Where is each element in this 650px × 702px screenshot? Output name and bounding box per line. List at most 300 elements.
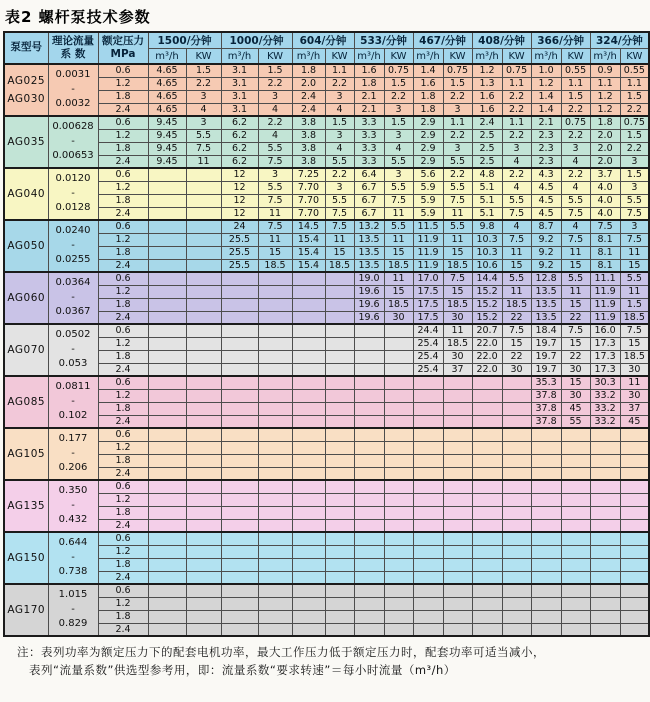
flow-value-cell: 17.3 [590,350,620,363]
flow-value-cell [354,415,384,428]
flow-value-cell [292,493,325,506]
flow-value-cell [221,597,258,610]
power-value-cell [384,415,413,428]
flow-value-cell: 0.9 [590,64,620,77]
flow-value-cell [148,532,186,545]
flow-value-cell [292,480,325,493]
flow-value-cell [148,168,186,181]
flow-value-cell [292,467,325,480]
pressure-cell: 2.4 [98,415,148,428]
power-value-cell [186,181,221,194]
power-value-cell: 2.2 [443,168,472,181]
pressure-cell: 0.6 [98,272,148,285]
power-value-cell: 5.5 [443,220,472,233]
flow-value-cell [148,402,186,415]
power-value-cell: 2.2 [325,77,354,90]
flow-value-cell [590,506,620,519]
flow-value-cell [531,584,561,597]
power-value-cell: 0.75 [384,64,413,77]
power-value-cell: 30 [502,363,531,376]
flow-value-cell [221,558,258,571]
power-value-cell: 3 [258,168,292,181]
unit-flow-header: m³/h [531,49,561,65]
flow-value-cell [413,597,443,610]
power-value-cell: 7.5 [620,233,649,246]
flow-value-cell [148,597,186,610]
table-row [4,545,649,558]
power-value-cell: 2.2 [258,77,292,90]
pressure-cell: 2.4 [98,623,148,636]
pressure-cell: 2.4 [98,311,148,324]
power-value-cell: 7.5 [258,220,292,233]
flow-value-cell [148,376,186,389]
power-value-cell: 11 [620,246,649,259]
power-value-cell [620,428,649,441]
power-value-cell [443,545,472,558]
flow-value-cell: 1.6 [413,77,443,90]
flow-value-cell [354,532,384,545]
footnote-line-1: 注：表列功率为额定压力下的配套电机功率，最大工作压力低于额定压力时，配套功率可适当减小， [17,645,545,659]
power-value-cell: 11 [325,233,354,246]
power-value-cell [502,480,531,493]
power-value-cell: 37 [443,363,472,376]
unit-power-header: KW [443,49,472,65]
flow-value-cell: 5.9 [413,181,443,194]
flow-value-cell [148,181,186,194]
flow-value-cell [354,350,384,363]
power-value-cell: 22 [561,350,590,363]
power-value-cell [384,454,413,467]
coefficient-cell: 0.0502 - 0.053 [48,324,98,376]
flow-value-cell: 4.3 [531,168,561,181]
power-value-cell [186,194,221,207]
table-row [4,272,649,285]
table-row [4,623,649,636]
power-value-cell: 2.2 [561,129,590,142]
power-value-cell: 2.2 [258,116,292,129]
flow-value-cell: 2.3 [531,155,561,168]
flow-value-cell: 22.0 [472,337,502,350]
coefficient-cell: 0.0811 - 0.102 [48,376,98,428]
power-value-cell [384,467,413,480]
power-value-cell [186,285,221,298]
power-value-cell: 3 [384,103,413,116]
flow-value-cell: 4.0 [590,207,620,220]
flow-value-cell [292,363,325,376]
flow-value-cell [413,623,443,636]
power-value-cell: 7.5 [561,233,590,246]
flow-value-cell [292,324,325,337]
flow-value-cell: 19.7 [531,350,561,363]
flow-value-cell: 17.0 [413,272,443,285]
power-value-cell [186,610,221,623]
power-value-cell [620,506,649,519]
power-value-cell [258,493,292,506]
pressure-cell: 2.4 [98,363,148,376]
flow-value-cell: 4.5 [531,207,561,220]
flow-value-cell [221,363,258,376]
power-value-cell [325,428,354,441]
flow-value-cell: 30.3 [590,376,620,389]
flow-value-cell [148,571,186,584]
unit-power-header: KW [561,49,590,65]
flow-value-cell: 4.65 [148,64,186,77]
power-value-cell [258,584,292,597]
pressure-cell: 0.6 [98,376,148,389]
flow-value-cell [590,428,620,441]
flow-value-cell [221,298,258,311]
power-value-cell [186,597,221,610]
flow-value-cell [472,532,502,545]
flow-value-cell: 1.8 [413,103,443,116]
flow-value-cell: 15.4 [292,233,325,246]
flow-value-cell [354,337,384,350]
power-value-cell: 1.5 [258,64,292,77]
power-value-cell [561,532,590,545]
flow-value-cell: 11.1 [590,272,620,285]
power-value-cell [325,350,354,363]
flow-value-cell [354,545,384,558]
flow-value-cell [531,480,561,493]
flow-value-cell: 17.3 [590,337,620,350]
flow-value-cell [531,493,561,506]
power-value-cell [502,532,531,545]
power-value-cell [620,454,649,467]
power-value-cell: 22 [502,311,531,324]
flow-value-cell [292,545,325,558]
power-value-cell: 55 [561,415,590,428]
flow-value-cell [354,402,384,415]
power-value-cell [502,558,531,571]
power-value-cell: 5.5 [384,181,413,194]
flow-value-cell: 14.5 [292,220,325,233]
flow-value-cell [590,610,620,623]
flow-value-cell: 25.4 [413,350,443,363]
power-value-cell [325,571,354,584]
power-value-cell [384,402,413,415]
power-value-cell [384,610,413,623]
pressure-cell: 1.2 [98,285,148,298]
flow-value-cell [590,532,620,545]
coefficient-cell: 0.0031 - 0.0032 [48,64,98,116]
power-value-cell [325,285,354,298]
flow-value-cell [148,272,186,285]
power-value-cell [502,545,531,558]
power-value-cell: 4 [561,220,590,233]
power-value-cell: 18.5 [502,298,531,311]
power-value-cell [258,376,292,389]
power-value-cell [502,623,531,636]
power-value-cell [384,597,413,610]
header-speed-2: 604/分钟 [292,32,354,49]
power-value-cell: 5.5 [384,155,413,168]
flow-value-cell [221,610,258,623]
flow-value-cell [354,623,384,636]
flow-value-cell: 17.5 [413,298,443,311]
power-value-cell [443,571,472,584]
table-row [4,493,649,506]
power-value-cell [258,428,292,441]
power-value-cell: 3 [325,181,354,194]
power-value-cell: 11 [384,207,413,220]
flow-value-cell: 25.5 [221,259,258,272]
power-value-cell [502,376,531,389]
header-rated-pressure: 额定压力 MPa [98,32,148,64]
power-value-cell: 30 [443,311,472,324]
flow-value-cell [221,571,258,584]
power-value-cell: 4 [561,155,590,168]
power-value-cell [620,597,649,610]
flow-value-cell [590,493,620,506]
power-value-cell: 37 [620,402,649,415]
flow-value-cell [354,428,384,441]
flow-value-cell [413,571,443,584]
flow-value-cell: 1.6 [472,103,502,116]
power-value-cell [325,545,354,558]
flow-value-cell: 2.1 [354,103,384,116]
power-value-cell: 7.5 [502,207,531,220]
table-row [4,376,649,389]
flow-value-cell: 10.3 [472,233,502,246]
flow-value-cell [221,506,258,519]
power-value-cell: 4 [502,220,531,233]
flow-value-cell [148,519,186,532]
flow-value-cell [413,480,443,493]
flow-value-cell: 25.5 [221,246,258,259]
power-value-cell: 5.5 [620,272,649,285]
flow-value-cell [148,259,186,272]
flow-value-cell [221,285,258,298]
unit-flow-header: m³/h [148,49,186,65]
flow-value-cell [292,558,325,571]
flow-value-cell [531,597,561,610]
power-value-cell [620,493,649,506]
flow-value-cell: 9.45 [148,129,186,142]
power-value-cell [384,532,413,545]
model-cell: AG135 [4,480,48,532]
flow-value-cell: 4.65 [148,90,186,103]
flow-value-cell [590,480,620,493]
power-value-cell [384,337,413,350]
power-value-cell [186,584,221,597]
power-value-cell [384,506,413,519]
pressure-cell: 1.2 [98,129,148,142]
power-value-cell: 3 [384,168,413,181]
flow-value-cell [221,350,258,363]
table-row [4,168,649,181]
flow-value-cell [292,532,325,545]
power-value-cell [186,532,221,545]
power-value-cell [325,454,354,467]
power-value-cell [620,610,649,623]
flow-value-cell: 5.1 [472,207,502,220]
model-cell: AG050 [4,220,48,272]
power-value-cell [384,350,413,363]
flow-value-cell [590,454,620,467]
pressure-cell: 2.4 [98,207,148,220]
power-value-cell [384,558,413,571]
power-value-cell [258,402,292,415]
flow-value-cell [354,389,384,402]
power-value-cell: 11 [258,233,292,246]
power-value-cell: 5.5 [620,194,649,207]
pressure-cell: 1.8 [98,402,148,415]
power-value-cell: 2.2 [620,103,649,116]
flow-value-cell [292,337,325,350]
pressure-cell: 2.4 [98,571,148,584]
pressure-cell: 0.6 [98,480,148,493]
flow-value-cell [531,571,561,584]
flow-value-cell [472,493,502,506]
power-value-cell: 11 [443,207,472,220]
model-cell: AG150 [4,532,48,584]
flow-value-cell: 3.3 [354,142,384,155]
power-value-cell [384,545,413,558]
header-flow-coefficient: 理论流量 系 数 [48,32,98,64]
flow-value-cell [292,389,325,402]
power-value-cell [186,428,221,441]
power-value-cell: 15 [561,337,590,350]
power-value-cell [258,363,292,376]
flow-value-cell: 3.1 [221,77,258,90]
flow-value-cell: 1.3 [472,77,502,90]
flow-value-cell [221,519,258,532]
power-value-cell: 1.1 [325,64,354,77]
table-row [4,363,649,376]
table-body [4,64,649,636]
flow-value-cell [148,493,186,506]
flow-value-cell: 17.5 [413,311,443,324]
flow-value-cell: 1.8 [590,116,620,129]
flow-value-cell [292,623,325,636]
power-value-cell [620,480,649,493]
flow-value-cell [292,350,325,363]
flow-value-cell [472,571,502,584]
power-value-cell: 22 [561,311,590,324]
power-value-cell [443,610,472,623]
pressure-cell: 1.2 [98,181,148,194]
power-value-cell: 7.5 [258,155,292,168]
power-value-cell: 4 [258,129,292,142]
flow-value-cell [292,415,325,428]
flow-value-cell: 9.45 [148,155,186,168]
flow-value-cell [148,350,186,363]
power-value-cell [561,545,590,558]
pressure-cell: 1.2 [98,233,148,246]
flow-value-cell [472,389,502,402]
power-value-cell [186,402,221,415]
flow-value-cell [472,584,502,597]
flow-value-cell [148,285,186,298]
table-row [4,259,649,272]
table-row [4,64,649,77]
pressure-cell: 1.8 [98,558,148,571]
flow-value-cell: 15.2 [472,311,502,324]
power-value-cell: 2.2 [561,168,590,181]
flow-value-cell: 3.8 [292,155,325,168]
table-row [4,506,649,519]
power-value-cell [325,532,354,545]
table-row [4,454,649,467]
flow-value-cell [292,506,325,519]
flow-value-cell: 14.4 [472,272,502,285]
flow-value-cell [148,389,186,402]
flow-value-cell [221,545,258,558]
power-value-cell: 18.5 [443,259,472,272]
pressure-cell: 1.8 [98,454,148,467]
flow-value-cell: 9.45 [148,142,186,155]
flow-value-cell [148,558,186,571]
flow-value-cell [148,194,186,207]
flow-value-cell: 13.2 [354,220,384,233]
power-value-cell [502,441,531,454]
power-value-cell [443,467,472,480]
flow-value-cell: 2.0 [590,142,620,155]
power-value-cell [186,376,221,389]
flow-value-cell: 19.6 [354,285,384,298]
power-value-cell: 1.1 [561,77,590,90]
flow-value-cell: 22.0 [472,350,502,363]
coefficient-cell: 1.015 - 0.829 [48,584,98,636]
flow-value-cell [413,428,443,441]
power-value-cell [325,324,354,337]
pressure-cell: 1.8 [98,506,148,519]
power-value-cell: 11 [502,285,531,298]
power-value-cell [258,324,292,337]
flow-value-cell: 2.5 [472,142,502,155]
flow-value-cell [590,597,620,610]
header-speed-1: 1000/分钟 [221,32,292,49]
power-value-cell [443,558,472,571]
power-value-cell [325,298,354,311]
flow-value-cell [148,545,186,558]
flow-value-cell: 8.7 [531,220,561,233]
power-value-cell: 7.5 [502,233,531,246]
flow-value-cell [148,298,186,311]
pressure-cell: 2.4 [98,259,148,272]
flow-value-cell: 33.2 [590,415,620,428]
power-value-cell: 5.5 [325,194,354,207]
power-value-cell [258,610,292,623]
flow-value-cell: 9.45 [148,116,186,129]
flow-value-cell: 5.9 [413,207,443,220]
power-value-cell [325,519,354,532]
model-cell: AG070 [4,324,48,376]
flow-value-cell [221,493,258,506]
power-value-cell [325,506,354,519]
flow-value-cell: 2.9 [413,142,443,155]
power-value-cell: 15 [384,246,413,259]
flow-value-cell [148,428,186,441]
power-value-cell: 7.5 [561,207,590,220]
flow-value-cell [472,597,502,610]
flow-value-cell: 2.4 [292,90,325,103]
header-speed-7: 324/分钟 [590,32,649,49]
power-value-cell: 45 [561,402,590,415]
flow-value-cell: 37.8 [531,389,561,402]
pressure-cell: 1.8 [98,350,148,363]
power-value-cell [186,467,221,480]
table-row [4,571,649,584]
power-value-cell: 18.5 [443,337,472,350]
flow-value-cell [292,428,325,441]
power-value-cell [325,558,354,571]
power-value-cell: 45 [620,415,649,428]
coefficient-cell: 0.644 - 0.738 [48,532,98,584]
flow-value-cell: 9.2 [531,259,561,272]
power-value-cell [620,558,649,571]
flow-value-cell [354,571,384,584]
